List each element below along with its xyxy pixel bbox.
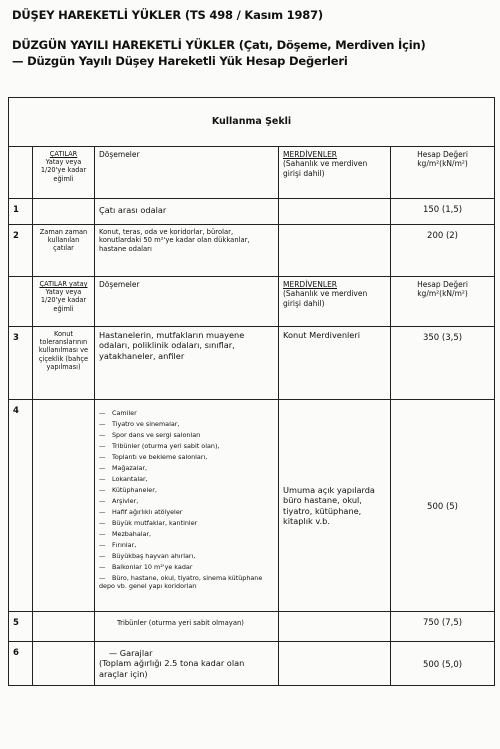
value-cell: 500 (5) (391, 400, 495, 612)
floors-cell: Tribünler (oturma yeri sabit olmayan) (95, 612, 279, 642)
list-item: — Fırınlar, (99, 541, 137, 549)
row-number: 2 (9, 225, 33, 277)
section-title: DÜZGÜN YAYILI HAREKETLİ YÜKLER (Çatı, Döşeme, Merdiven İçin) (12, 38, 426, 52)
calc-header: Hesap Değeri kg/m²(kN/m²) (391, 147, 495, 199)
row-number: 1 (9, 199, 33, 225)
calc-header: Hesap Değeri kg/m²(kN/m²) (391, 277, 495, 327)
garage-label: Garajlar (119, 648, 153, 658)
roofs-label: ÇATILAR yatay (39, 280, 88, 288)
value-cell: 500 (5,0) (391, 642, 495, 686)
floors-cell: — Garajlar (Toplam ağırlığı 2.5 tona kadar olan araçlar için) (95, 642, 279, 686)
table-row (9, 225, 495, 277)
list-item: — Spor dans ve sergi salonları (99, 431, 201, 439)
table-title-row (9, 98, 495, 147)
stairs-label: MERDİVENLER (283, 280, 338, 289)
floors-header: Döşemeler (95, 277, 279, 327)
garage-note: (Toplam ağırlığı 2.5 tona kadar olan araçlar için) (99, 658, 245, 679)
list-item: — Büro, hastane, okul, tiyatro, sinema kütüphane depo vb. genel yapı koridorları (99, 574, 263, 590)
list-item: — Balkonlar 10 m²'ye kadar (99, 563, 193, 571)
stairs-header (279, 277, 391, 327)
value-cell: 150 (1,5) (391, 199, 495, 225)
roofs-header (33, 277, 95, 327)
num-header (9, 147, 33, 199)
section-subtitle: — Düzgün Yayılı Düşey Hareketli Yük Hesap Değerleri (12, 54, 348, 68)
stairs-cell: Konut Merdivenleri (279, 327, 391, 400)
list-item: — Hafif ağırlıklı atölyeler (99, 508, 183, 516)
list-item: — Kütüphaneler, (99, 486, 157, 494)
list-item: — Tiyatro ve sinemalar, (99, 420, 180, 428)
roofs-label: ÇATILAR (49, 150, 78, 158)
roofs-sub: Yatay veya 1/20'ye kadar eğimli (40, 288, 87, 313)
list-item: — Camiler (99, 409, 137, 417)
roofs-cell (33, 400, 95, 612)
stairs-sub: (Sahanlık ve merdiven girişi dahil) (283, 289, 368, 308)
list-item: — Büyükbaş hayvan ahırları, (99, 552, 196, 560)
stairs-header (279, 147, 391, 199)
table-title: Kullanma Şekli (9, 98, 495, 147)
table-row (9, 400, 495, 612)
roofs-cell (33, 612, 95, 642)
stairs-label: MERDİVENLER (283, 150, 338, 159)
load-table (8, 97, 495, 686)
value-cell: 750 (7,5) (391, 612, 495, 642)
row-number: 5 (9, 612, 33, 642)
list-item: — Lokantalar, (99, 475, 148, 483)
table-row (9, 327, 495, 400)
row-number: 6 (9, 642, 33, 686)
row-number: 4 (9, 400, 33, 612)
value-cell: 200 (2) (391, 225, 495, 277)
list-item: — Büyük mutfaklar, kantinler (99, 519, 198, 527)
stairs-cell: Umuma açık yapılarda büro hastane, okul, tiyatro, kütüphane, kitaplık v.b. (279, 400, 391, 612)
building-type-list (99, 403, 274, 590)
stairs-cell (279, 225, 391, 277)
stairs-cell (279, 642, 391, 686)
num-header (9, 277, 33, 327)
floors-cell: Çatı arası odalar (95, 199, 279, 225)
roofs-cell: Zaman zaman kullanılan çatılar (33, 225, 95, 277)
roofs-header (33, 147, 95, 199)
roofs-cell (33, 642, 95, 686)
list-item: — Arşivler, (99, 497, 139, 505)
roofs-cell (33, 199, 95, 225)
table-header-row (9, 277, 495, 327)
document-title: DÜŞEY HAREKETLİ YÜKLER (TS 498 / Kasım 1987) (12, 8, 323, 22)
value-cell: 350 (3,5) (391, 327, 495, 400)
floors-cell: Hastanelerin, mutfakların muayene odaları, poliklinik odaları, sınıflar, yatakhaneler, anfiler (95, 327, 279, 400)
roofs-sub: Yatay veya 1/20'ye kadar eğimli (40, 158, 87, 183)
table-row (9, 199, 495, 225)
floors-cell: Konut, teras, oda ve koridorlar, bürolar, konutlardaki 50 m²'ye kadar olan dükkanlar, hastane odaları (95, 225, 279, 277)
list-item: — Mezbahalar, (99, 530, 152, 538)
list-item: — Tribünler (oturma yeri sabit olan), (99, 442, 220, 450)
stairs-cell (279, 199, 391, 225)
stairs-cell (279, 612, 391, 642)
row-number: 3 (9, 327, 33, 400)
roofs-cell: Konut toleranslarının kullanılması ve çiçeklik (bahçe yapılması) (33, 327, 95, 400)
floors-cell (95, 400, 279, 612)
table-row (9, 612, 495, 642)
stairs-sub: (Sahanlık ve merdiven girişi dahil) (283, 159, 368, 178)
table-header-row (9, 147, 495, 199)
table-row (9, 642, 495, 686)
floors-header: Döşemeler (95, 147, 279, 199)
list-item: — Mağazalar, (99, 464, 148, 472)
list-item: — Toplantı ve bekleme salonları, (99, 453, 208, 461)
